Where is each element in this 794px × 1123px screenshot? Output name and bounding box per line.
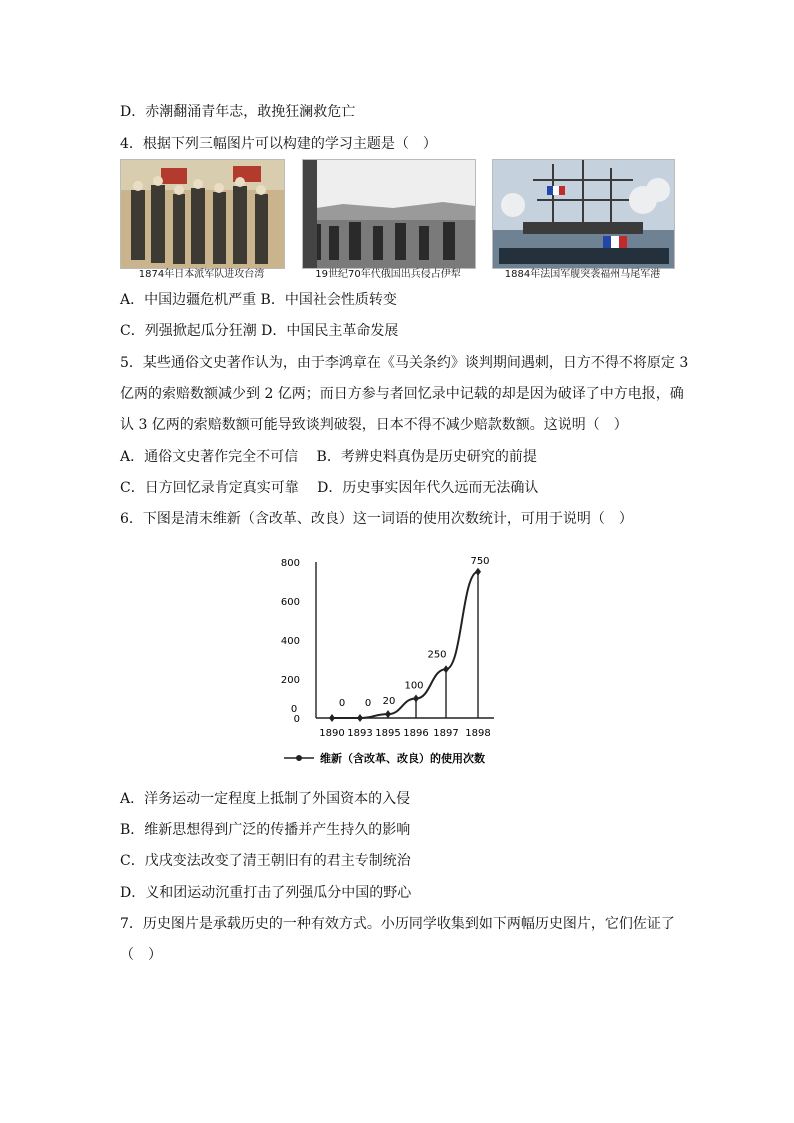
photo-caption-2: 19世纪70年代俄国出兵侵占伊犁 <box>315 269 461 280</box>
photo-france-mawei <box>492 159 675 269</box>
question-7-line-1: 7．历史图片是承载历史的一种有效方式。小历同学收集到如下两幅历史图片，它们佐证了 <box>120 916 675 932</box>
question-7-line-2: （ ） <box>120 947 162 963</box>
y-tick-label: 400 <box>280 636 300 647</box>
photo-caption-3: 1884年法国军舰突袭福州马尾军港 <box>504 269 661 280</box>
option-cd-q4: C．列强掀起瓜分狂潮 D．中国民主革命发展 <box>120 323 399 339</box>
data-point <box>329 714 335 722</box>
y-tick-label: 800 <box>280 558 300 569</box>
data-label: 750 <box>470 555 490 567</box>
question-4: 4．根据下列三幅图片可以构建的学习主题是（ ） <box>120 136 437 152</box>
question-5-line-2: 亿两的索赔数额减少到 2 亿两；而日方参与者回忆录中记载的却是因为破译了中方电报，确 <box>120 386 684 402</box>
data-point <box>385 710 391 718</box>
y-tick-label: 600 <box>280 597 300 608</box>
y-tick-label: 0 <box>293 714 300 725</box>
data-point <box>357 714 363 722</box>
photo-russia-ili <box>302 159 476 269</box>
photo-japan-taiwan <box>120 159 285 269</box>
photo-france-mawei-image <box>493 160 674 268</box>
data-point <box>413 695 419 703</box>
option-d-q6: D．义和团运动沉重打击了列强瓜分中国的野心 <box>120 885 412 901</box>
photo-japan-taiwan-image <box>121 160 284 268</box>
data-label: 0 <box>338 698 346 709</box>
data-label: 0 <box>364 698 372 709</box>
x-tick-label: 1893 <box>347 728 373 739</box>
option-cd-q5: C．日方回忆录肯定真实可靠 D．历史事实因年代久远而无法确认 <box>120 480 539 496</box>
x-tick-label: 1898 <box>465 728 491 739</box>
option-a-q6: A．洋务运动一定程度上抵制了外国资本的入侵 <box>120 791 411 807</box>
option-ab-q4: A．中国边疆危机严重 B．中国社会性质转变 <box>120 292 397 308</box>
x-tick-label: 1896 <box>403 728 429 739</box>
question-5-line-1: 5．某些通俗文史著作认为，由于李鸿章在《马关条约》谈判期间遇刺，日方不得不将原定 3 <box>120 355 689 371</box>
x-tick-label: 1895 <box>375 728 401 739</box>
data-point <box>475 568 481 576</box>
y-zero-label: 0 <box>290 704 298 715</box>
y-tick-label: 200 <box>280 675 300 686</box>
data-label: 250 <box>427 649 447 661</box>
photo-russia-ili-image <box>303 160 475 268</box>
x-tick-label: 1890 <box>319 728 345 739</box>
photo-caption-1: 1874年日本派军队进攻台湾 <box>138 269 265 280</box>
option-c-q6: C．戊戌变法改变了清王朝旧有的君主专制统治 <box>120 853 411 869</box>
legend-marker <box>296 755 302 761</box>
question-5-line-3: 认 3 亿两的索赔数额可能导致谈判破裂，日本不得不减少赔款数额。这说明（ ） <box>120 417 628 433</box>
usage-count-chart <box>280 548 520 770</box>
data-point <box>443 665 449 673</box>
data-label: 100 <box>404 680 424 692</box>
question-6: 6．下图是清末维新（含改革、改良）这一词语的使用次数统计，可用于说明（ ） <box>120 511 633 527</box>
data-label: 20 <box>382 696 396 708</box>
series-line <box>332 572 478 718</box>
option-b-q6: B．维新思想得到广泛的传播并产生持久的影响 <box>120 822 411 838</box>
legend-label: 维新（含改革、改良）的使用次数 <box>320 752 485 765</box>
option-ab-q5: A．通俗文史著作完全不可信 B．考辨史料真伪是历史研究的前提 <box>120 449 537 465</box>
option-d-q3: D．赤潮翻涌青年志，敢挽狂澜救危亡 <box>120 104 356 120</box>
x-tick-label: 1897 <box>433 728 459 739</box>
